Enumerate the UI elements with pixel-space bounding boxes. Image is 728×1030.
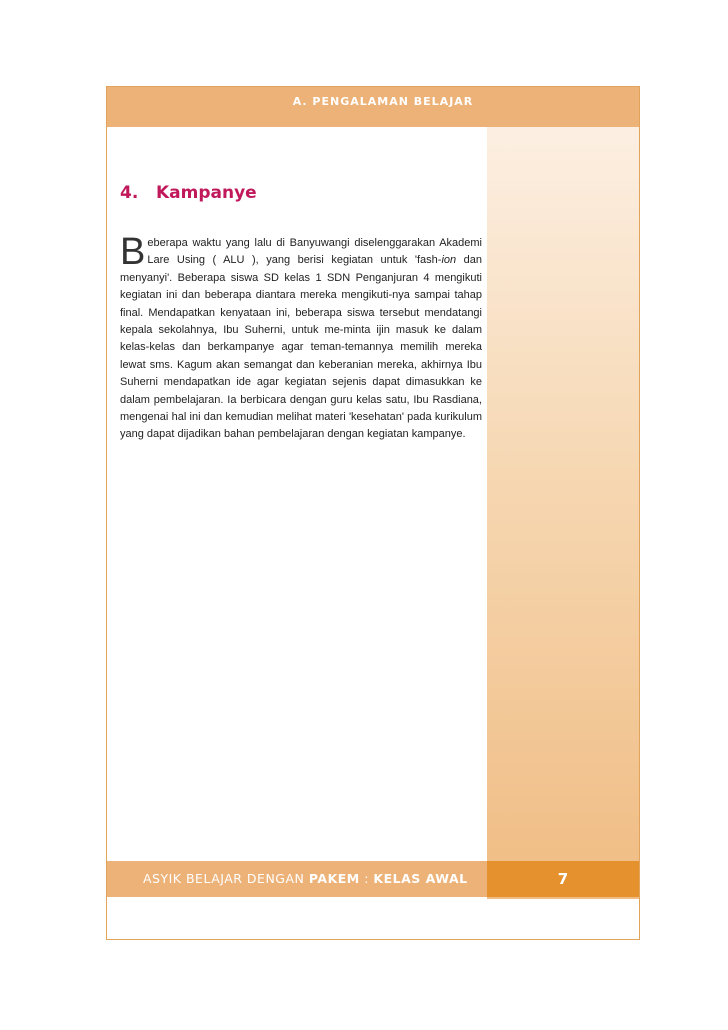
- body-text-part2: dan menyanyi'. Beberapa siswa SD kelas 1 SDN Penganjuran 4 mengikuti kegiatan ini dan beberapa diantara mereka mengikuti-nya sampai tahap final. Mendapatkan kenyataan ini, beberapa siswa tersebut mendatangi kepala sekolahnya, Ibu Suherni, untuk me-minta ijin masuk ke dalam kelas-kelas dan berkampanye agar teman-temannya memilih mereka lewat sms. Kagum akan semangat dan keberanian mereka, akhirnya Ibu Suherni mendapatkan ide agar kegiatan sejenis dapat dimasukkan ke dalam pembelajaran. Ia berbicara dengan guru kelas satu, Ibu Rasdiana, mengenai hal ini dan kemudian melihat materi 'kesehatan' pada kurikulum yang dapat dijadikan bahan pembelajaran dengan kegiatan kampanye.: [120, 254, 482, 441]
- footer-separator: :: [359, 871, 374, 886]
- body-text-italic: ion: [441, 254, 457, 267]
- footer-pakem: PAKEM: [308, 871, 360, 886]
- section-heading: [120, 183, 257, 203]
- section-title: Kampanye: [156, 183, 257, 203]
- footer-prefix: ASYIK BELAJAR DENGAN: [143, 871, 309, 886]
- page-frame: [106, 86, 640, 940]
- section-header-title: A. PENGALAMAN BELAJAR: [292, 95, 474, 108]
- body-text-part1: eberapa waktu yang lalu di Banyuwangi diselenggarakan Akademi Lare Using ( ALU ), yang berisi kegiatan untuk 'fash-: [147, 237, 482, 267]
- page-number: 7: [557, 870, 569, 888]
- footer-kelas: KELAS AWAL: [373, 871, 468, 886]
- body-paragraph: [120, 231, 482, 444]
- footer-title: [143, 861, 468, 897]
- drop-cap: B: [120, 231, 146, 273]
- section-number: 4.: [120, 183, 139, 203]
- side-gradient-panel: [487, 127, 639, 899]
